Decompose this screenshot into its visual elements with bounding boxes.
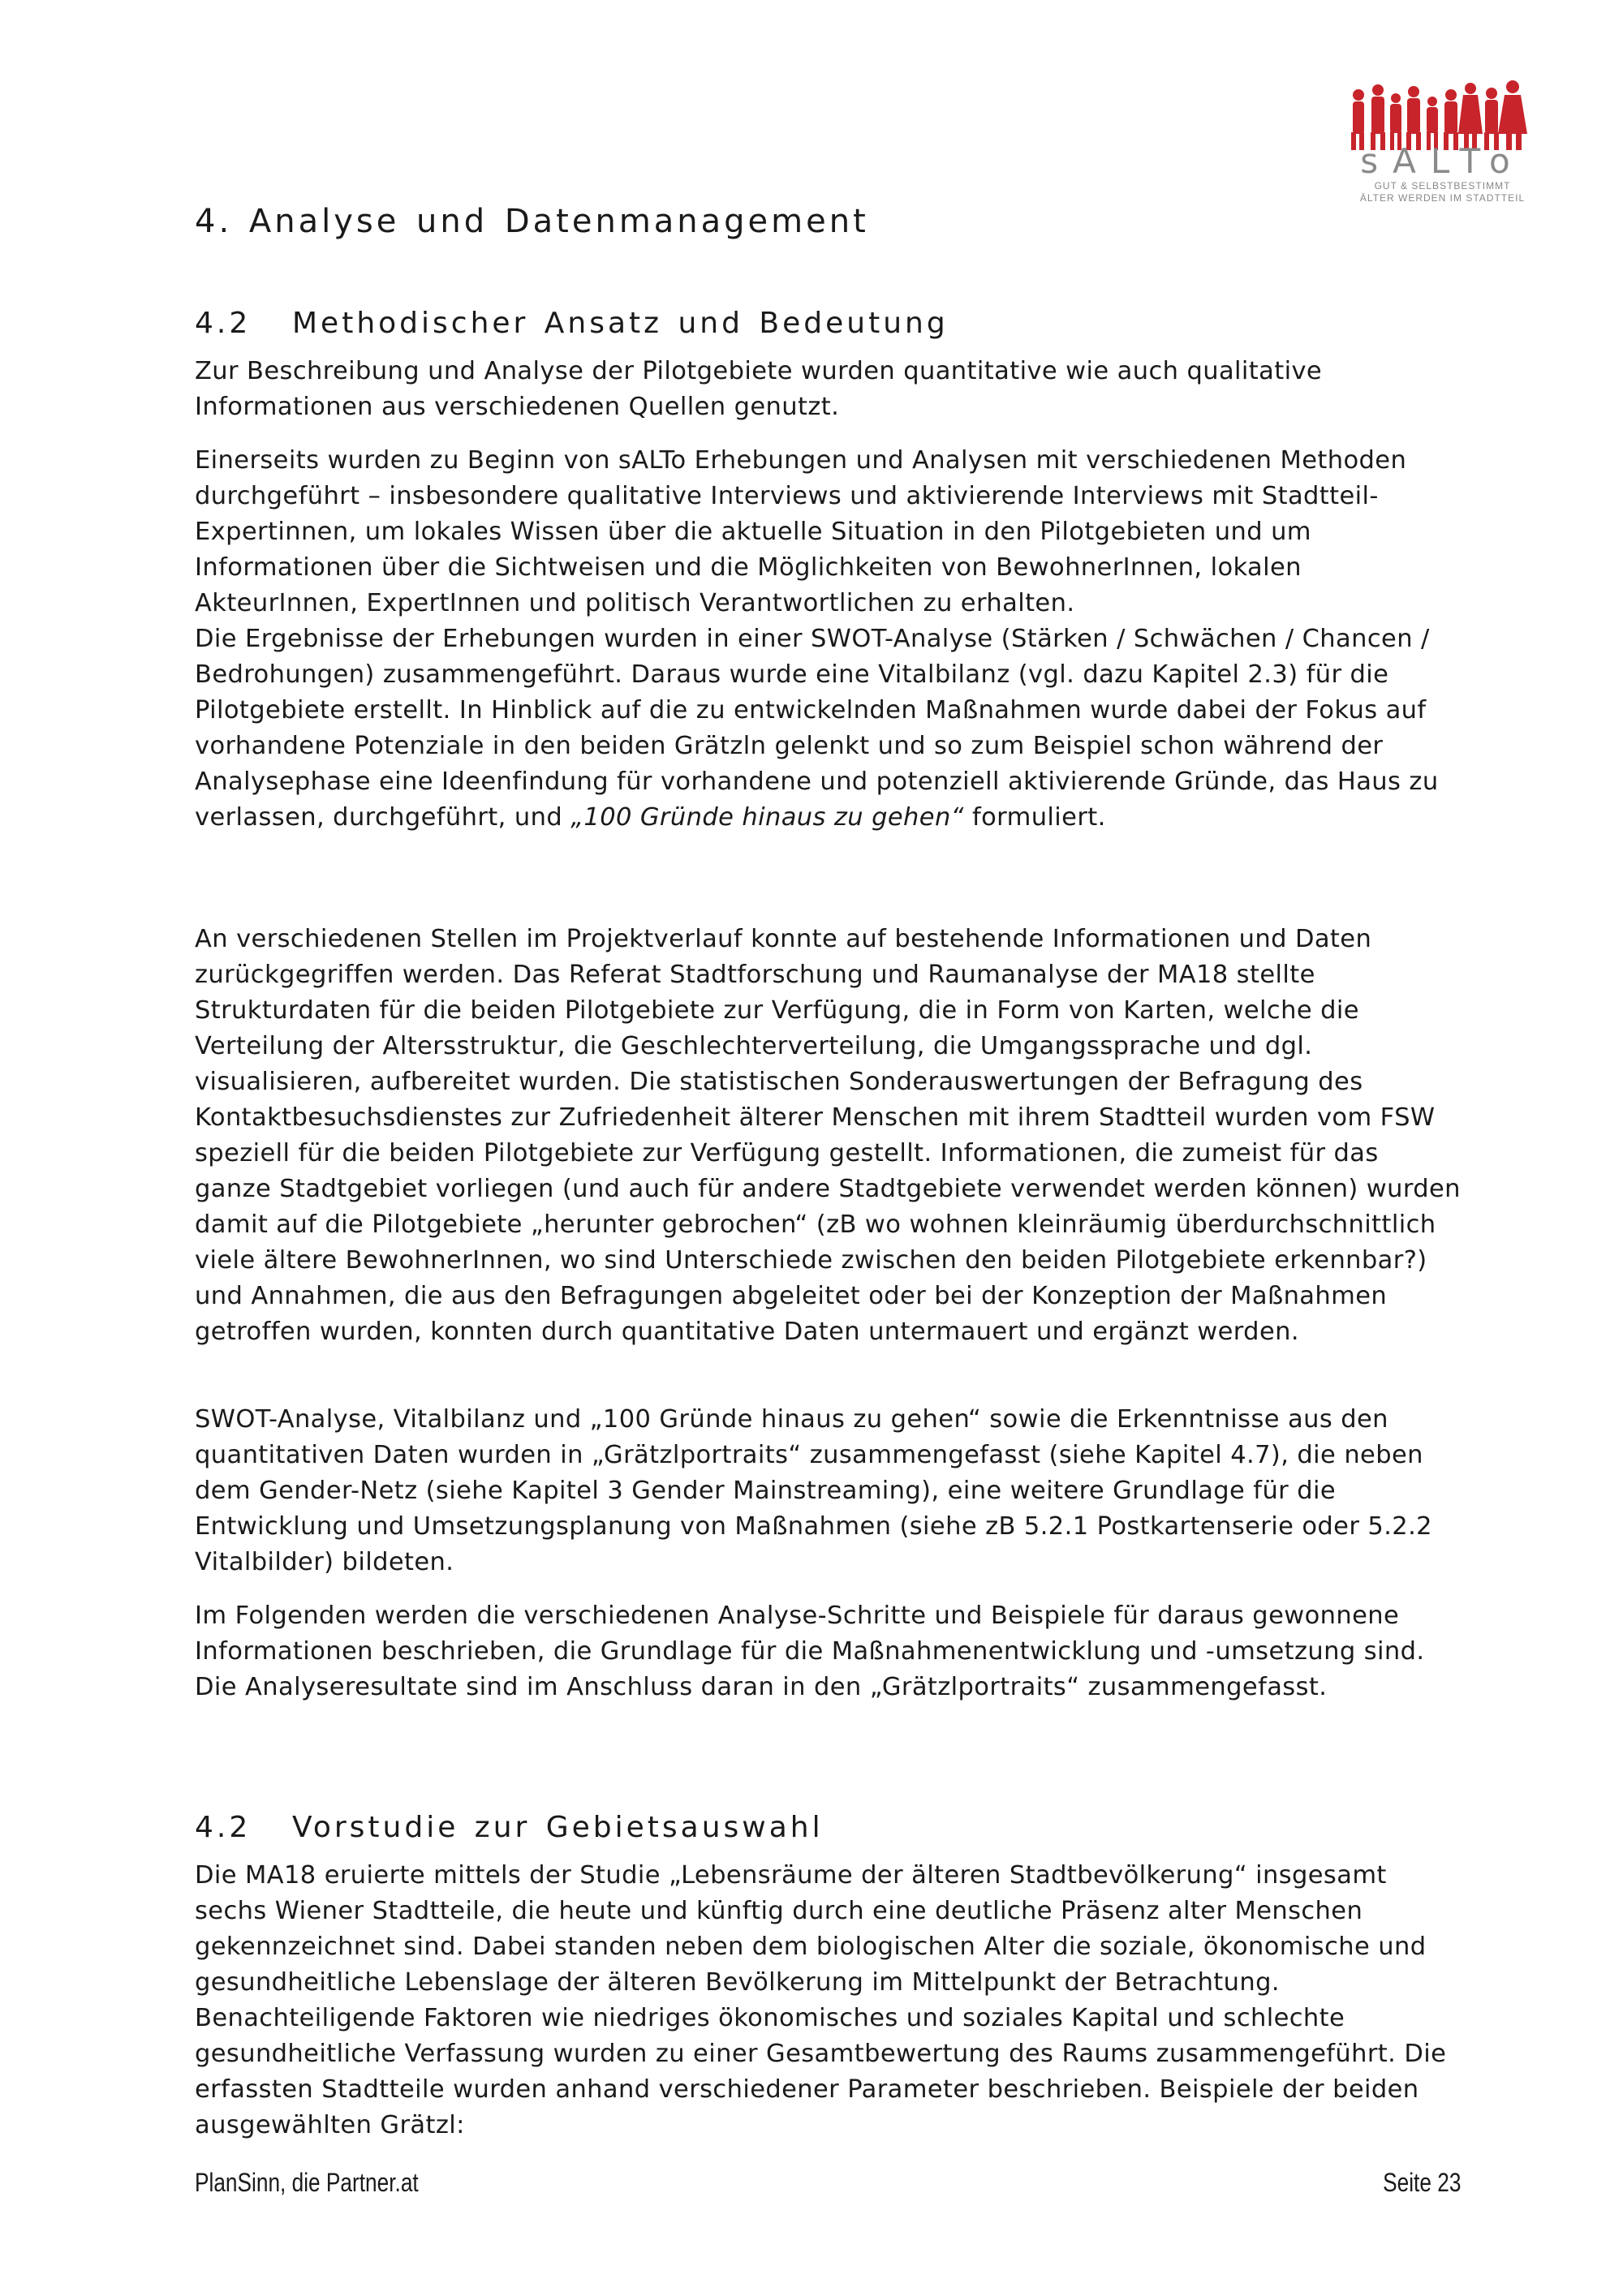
paragraph-grätzlportraits xyxy=(195,1402,1461,1580)
logo-subtitle-line1: GUT & SELBSTBESTIMMT xyxy=(1374,180,1511,191)
paragraph-text: Die Ergebnisse der Erhebungen wurden in einer SWOT-Analyse (Stärken / Schwächen / Chancen / Bedrohungen) zusammengeführt. Daraus wurde eine Vitalbilanz (vgl. dazu Kapitel 2.3) für die Pilotgebiete erstellt. In Hinblick auf die zu entwickelnden Maßnahmen wurde dabei der Fokus auf vorhandene Potenziale in den beiden Grätzln gelenkt und so zum Beispiel schon während der Analysephase eine Ideenfindung für vorhandene und potenziell aktivierende Gründe, das Haus zu verlassen, durchgeführt, und xyxy=(195,625,1439,832)
paragraph-text: Zur Beschreibung und Analyse der Pilotgebiete wurden quantitative wie auch qualitative Informationen aus verschiedenen Quellen genutzt. xyxy=(195,357,1323,421)
logo-wordmark: sALTo xyxy=(1360,141,1525,181)
paragraph-vorstudie xyxy=(195,1858,1461,2143)
italic-quote: „100 Gründe hinaus zu gehen“ xyxy=(570,803,964,832)
logo-subtitle xyxy=(1351,180,1534,204)
section-title: Methodischer Ansatz und Bedeutung xyxy=(292,307,949,340)
paragraph-folgenden xyxy=(195,1598,1461,1705)
paragraph-text: Die MA18 eruierte mittels der Studie „Lebensräume der älteren Stadtbevölkerung“ insgesamt sechs Wiener Stadtteile, die heute und künftig durch eine deutliche Präsenz alter Menschen gekennzeichnet sind. Dabei standen neben dem biologischen Alter die soziale, ökonomische und gesundheitliche Lebenslage der älteren Bevölkerung im Mittelpunkt der Betrachtung. Benachteiligende Faktoren wie niedriges ökonomisches und soziales Kapital und schlechte gesundheitliche Verfassung wurden zu einer Gesamtbewertung des Raums zusammengeführt. Die erfassten Stadtteile wurden anhand verschiedener Parameter beschrieben. Beispiele der beiden ausgewählten Grätzl: xyxy=(195,1861,1447,2139)
section-heading-vorstudie xyxy=(195,1811,824,1844)
paragraph-text: Im Folgenden werden die verschiedenen Analyse-Schritte und Beispiele für daraus gewonnene Informationen beschrieben, die Grundlage für die Maßnahmenentwicklung und -umsetzung sind. Die Analyseresultate sind im Anschluss daran in den „Grätzlportraits“ zusammengefasst. xyxy=(195,1602,1425,1701)
paragraph-swot xyxy=(195,621,1461,836)
paragraph-daten xyxy=(195,922,1461,1350)
paragraph-text: An verschiedenen Stellen im Projektverlauf konnte auf bestehende Informationen und Daten zurückgegriffen werden. Das Referat Stadtforschung und Raumanalyse der MA18 stellte Strukturdaten für die beiden Pilotgebiete zur Verfügung, die in Form von Karten, welche die Verteilung der Altersstruktur, die Geschlechterverteilung, die Umgangssprache und dgl. visualisieren, aufbereitet wurden. Die statistischen Sonderauswertungen der Befragung des Kontaktbesuchsdienstes zur Zufriedenheit älterer Menschen mit ihrem Stadtteil wurden vom FSW speziell für die beiden Pilotgebiete zur Verfügung gestellt. Informationen, die zumeist für das ganze Stadtgebiet vorliegen (und auch für andere Stadtgebiete verwendet werden können) wurden damit auf die Pilotgebiete „herunter gebrochen“ (zB wo wohnen kleinräumig überdurchschnittlich viele ältere BewohnerInnen, wo sind Unterschiede zwischen den beiden Pilotgebiete erkennbar?) und Annahmen, die aus den Befragungen abgeleitet oder bei der Konzeption der Maßnahmen getroffen wurden, konnten durch quantitative Daten untermauert und ergänzt werden. xyxy=(195,925,1461,1346)
paragraph-text: formuliert. xyxy=(963,803,1106,832)
paragraph-text: SWOT-Analyse, Vitalbilanz und „100 Gründe hinaus zu gehen“ sowie die Erkenntnisse aus den quantitativen Daten wurden in „Grätzlportraits“ zusammengefasst (siehe Kapitel 4.7), die neben dem Gender-Netz (siehe Kapitel 3 Gender Mainstreaming), eine weitere Grundlage für die Entwicklung und Umsetzungsplanung von Maßnahmen (siehe zB 5.2.1 Postkartenserie oder 5.2.2 Vitalbilder) bildeten. xyxy=(195,1405,1432,1576)
section-number: 4.2 xyxy=(195,307,252,340)
logo-subtitle-line2: ÄLTER WERDEN IM STADTTEIL xyxy=(1359,192,1526,204)
section-number: 4.2 xyxy=(195,1811,252,1844)
footer-page-number: Seite 23 xyxy=(1382,2168,1461,2197)
chapter-heading: 4. Analyse und Datenmanagement xyxy=(195,203,869,240)
section-heading-methodischer-ansatz xyxy=(195,307,949,340)
section-title: Vorstudie zur Gebietsauswahl xyxy=(292,1811,824,1844)
paragraph-intro xyxy=(195,354,1461,425)
footer-publisher: PlanSinn, die Partner.at xyxy=(195,2168,419,2197)
paragraph-erhebungen xyxy=(195,443,1461,836)
paragraph-text: Einerseits wurden zu Beginn von sALTo Erhebungen und Analysen mit verschiedenen Methoden durchgeführt – insbesondere qualitative Interviews und aktivierende Interviews mit Stadtteil-Expertinnen, um lokales Wissen über die aktuelle Situation in den Pilotgebieten und um Informationen über die Sichtweisen und die Möglichkeiten von BewohnerInnen, lokalen AkteurInnen, ExpertInnen und politisch Verantwortlichen zu erhalten. xyxy=(195,446,1407,617)
